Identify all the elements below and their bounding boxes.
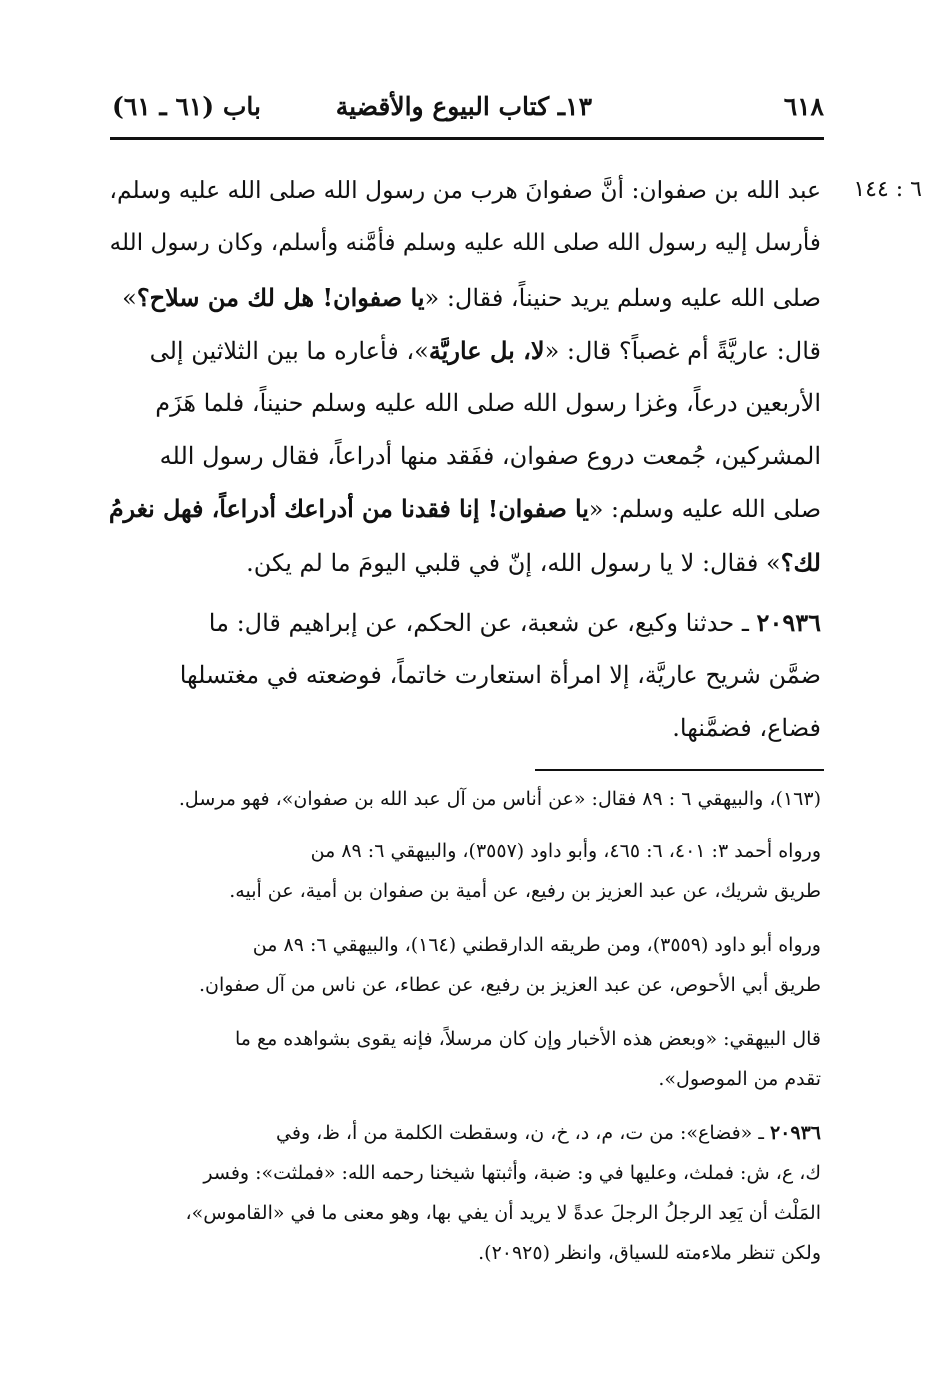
hadith-line: فضاع، فضمَّنها. [672,714,821,742]
hadith-line: صلى الله عليه وسلم: «يا صفوان! إنا فقدنا من أدراعك أدراعاً، فهل نغرمُ [108,495,821,523]
footnote-line: ك، ع، ش: فملث، وعليها في و: ضبة، وأثبتها شيخنا رحمه الله: «فملثت»: وفسر [203,1162,821,1184]
footnote-line: طريق شريك، عن عبد العزيز بن رفيع، عن أمية بن صفوان بن أمية، عن أبيه. [229,880,821,902]
prophet-quote: لا، بل عاريَّة [428,336,545,365]
footnote-line: ٢٠٩٣٦ ـ «فضاع»: من ت، م، د، خ، ن، وسقطت الكلمة من أ، ظ، وفي [276,1122,821,1144]
hadith-line: الأربعين درعاً، وغزا رسول الله صلى الله عليه وسلم حنيناً، فلما هَزَم [155,389,821,417]
hadith-number: ٢٠٩٣٦ [756,608,821,637]
chapter-reference: باب (٦١ ـ ٦١) [112,92,261,121]
header-rule [110,137,824,140]
hadith-line: لك؟» فقال: لا يا رسول الله، إنّ في قلبي اليومَ ما لم يكن. [246,548,821,577]
hadith-reference: ٦ : ١٤٤ [853,177,922,202]
footnote-separator [535,769,824,771]
footnote-line: المَلْث أن يَعِد الرجلُ الرجلَ عدةً لا يريد أن يفي بها، وهو معنى ما في «القاموس»، [185,1202,821,1224]
book-title: ١٣ـ كتاب البيوع والأقضية [335,92,592,121]
hadith-line: صلى الله عليه وسلم يريد حنيناً، فقال: «يا صفوان! هل لك من سلاح؟» [122,283,821,312]
footnote-line: تقدم من الموصول». [658,1068,821,1090]
hadith-line: قال: عاريَّةً أم غصباً؟ قال: «لا، بل عاريَّة»، فأعاره ما بين الثلاثين إلى [149,336,821,365]
hadith-line: ضمَّن شريح عاريَّة، إلا امرأة استعارت خاتماً، فوضعته في مغتسلها [179,661,821,689]
hadith-line: فأرسل إليه رسول الله صلى الله عليه وسلم فأمَّنه وأسلم، وكان رسول الله [109,230,821,256]
footnote-line: ولكن تنظر ملاءمته للسياق، وانظر (٢٠٩٢٥). [478,1242,821,1264]
footnote-line: قال البيهقي: «وبعض هذه الأخبار وإن كان مرسلاً، فإنه يقوى بشواهده مع ما [234,1028,821,1050]
prophet-quote: يا صفوان! هل لك من سلاح؟ [136,283,425,312]
page-number: ٦١٨ [783,92,824,121]
hadith-line: المشركين، جُمعت دروع صفوان، ففَقد منها أدراعاً، فقال رسول الله [159,442,821,470]
prophet-quote: يا صفوان! إنا فقدنا من أدراعك أدراعاً، فهل نغرمُ [108,495,589,523]
footnote-line: (١٦٣)، والبيهقي ٦ : ٨٩ فقال: «عن أناس من آل عبد الله بن صفوان»، فهو مرسل. [178,788,821,810]
hadith-line: ٢٠٩٣٦ ـ حدثنا وكيع، عن شعبة، عن الحكم، عن إبراهيم قال: ما [208,608,821,637]
hadith-line: عبد الله بن صفوان: أنَّ صفوانَ هرب من رسول الله صلى الله عليه وسلم، [109,176,821,204]
prophet-quote: لك؟ [780,548,821,577]
footnote-line: ورواه أبو داود (٣٥٥٩)، ومن طريقه الدارقطني (١٦٤)، والبيهقي ٦: ٨٩ من [252,934,821,956]
page-header [112,86,824,130]
footnote-line: ورواه أحمد ٣: ٤٠١، ٦: ٤٦٥، وأبو داود (٣٥٥٧)، والبيهقي ٦: ٨٩ من [310,840,821,862]
footnote-line: طريق أبي الأحوص، عن عبد العزيز بن رفيع، عن عطاء، عن ناس من آل صفوان. [199,974,821,996]
footnote-number: ٢٠٩٣٦ [769,1122,821,1144]
